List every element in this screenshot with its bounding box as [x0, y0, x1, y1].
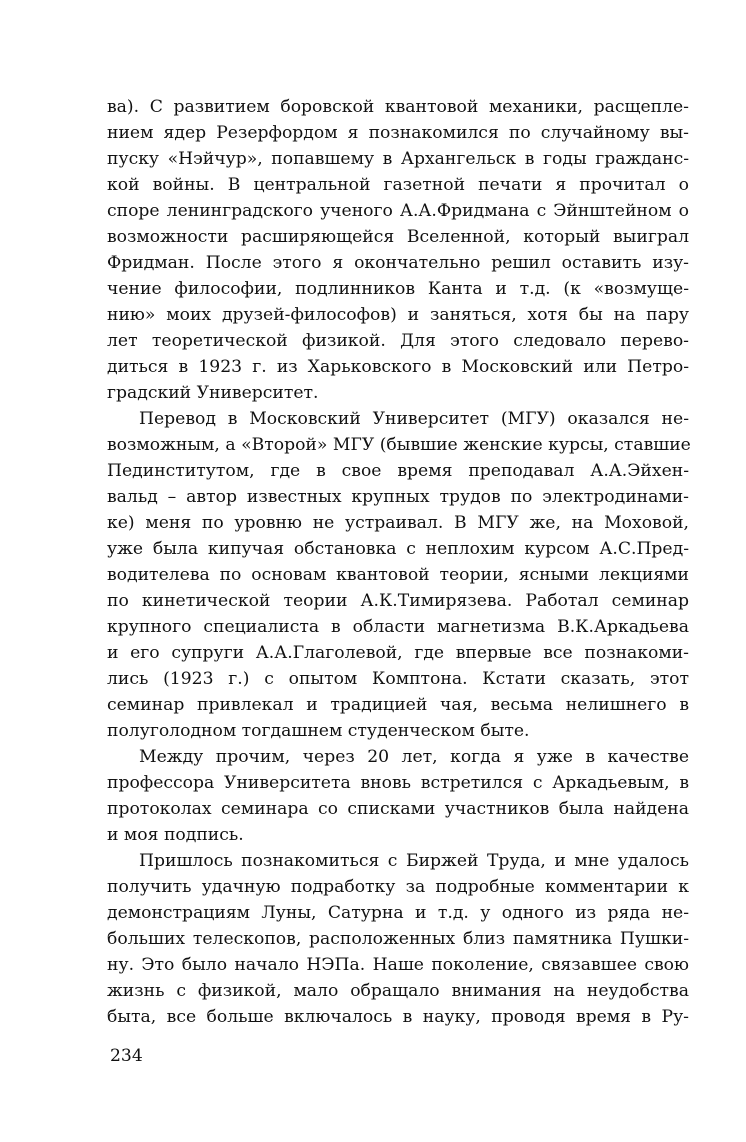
text-line: получить удачную подработку за подробные комментарии к — [107, 877, 689, 897]
text-line: Пришлось познакомиться с Биржей Труда, и мне удалось — [139, 851, 689, 871]
text-line: по кинетической теории А.К.Тимирязева. Работал семинар — [107, 591, 689, 611]
text-line: Фридман. После этого я окончательно решил оставить изу- — [107, 253, 689, 273]
text-line: и его супруги А.А.Глаголевой, где впервые все познакоми- — [107, 643, 689, 663]
text-line: крупного специалиста в области магнетизма В.К.Аркадьева — [107, 617, 689, 637]
page-body — [107, 94, 689, 1030]
text-line: кой войны. В центральной газетной печати я прочитал о — [107, 175, 689, 195]
text-line: быта, все больше включалось в науку, проводя время в Ру- — [107, 1007, 689, 1027]
text-line: пуску «Нэйчур», попавшему в Архангельск в годы гражданс- — [107, 149, 689, 169]
text-line: чение философии, подлинников Канта и т.д. (к «возмуще- — [107, 279, 689, 299]
text-line: жизнь с физикой, мало обращало внимания на неудобства — [107, 981, 689, 1001]
text-line: водителева по основам квантовой теории, ясными лекциями — [107, 565, 689, 585]
text-line: лет теоретической физикой. Для этого следовало перево- — [107, 331, 689, 351]
text-line: нием ядер Резерфордом я познакомился по случайному вы- — [107, 123, 689, 143]
text-line: демонстрациям Луны, Сатурна и т.д. у одного из ряда не- — [107, 903, 689, 923]
paragraph-1 — [107, 94, 689, 406]
text-line: уже была кипучая обстановка с неплохим курсом А.С.Пред- — [107, 539, 689, 559]
text-line: полуголодном тогдашнем студенческом быте. — [107, 721, 530, 741]
text-line: возможности расширяющейся Вселенной, который выиграл — [107, 227, 689, 247]
text-line: Между прочим, через 20 лет, когда я уже в качестве — [139, 747, 689, 767]
page-number: 234 — [110, 1046, 143, 1066]
text-line: Перевод в Московский Университет (МГУ) оказался не- — [139, 409, 689, 429]
paragraph-2 — [107, 406, 689, 744]
text-line: споре ленинградского ученого А.А.Фридмана с Эйнштейном о — [107, 201, 689, 221]
text-line: вальд – автор известных крупных трудов по электродинами- — [107, 487, 689, 507]
text-line: семинар привлекал и традицией чая, весьма нелишнего в — [107, 695, 689, 715]
paragraph-4 — [107, 848, 689, 1030]
paragraph-3 — [107, 744, 689, 848]
text-line: нию» моих друзей-философов) и заняться, хотя бы на пару — [107, 305, 689, 325]
text-line: градский Университет. — [107, 383, 319, 403]
text-line: ва). С развитием боровской квантовой механики, расщепле- — [107, 97, 689, 117]
text-line: и моя подпись. — [107, 825, 244, 845]
text-line: ке) меня по уровню не устраивал. В МГУ же, на Моховой, — [107, 513, 689, 533]
text-line: протоколах семинара со списками участников была найдена — [107, 799, 689, 819]
text-line: Пединститутом, где в свое время преподавал А.А.Эйхен- — [107, 461, 689, 481]
text-line: ну. Это было начало НЭПа. Наше поколение, связавшее свою — [107, 955, 689, 975]
text-line: диться в 1923 г. из Харьковского в Московский или Петро- — [107, 357, 689, 377]
text-line: больших телескопов, расположенных близ памятника Пушки- — [107, 929, 689, 949]
text-line: лись (1923 г.) с опытом Комптона. Кстати сказать, этот — [107, 669, 689, 689]
text-line: возможным, а «Второй» МГУ (бывшие женские курсы, ставшие — [107, 435, 691, 455]
text-line: профессора Университета вновь встретился с Аркадьевым, в — [107, 773, 689, 793]
